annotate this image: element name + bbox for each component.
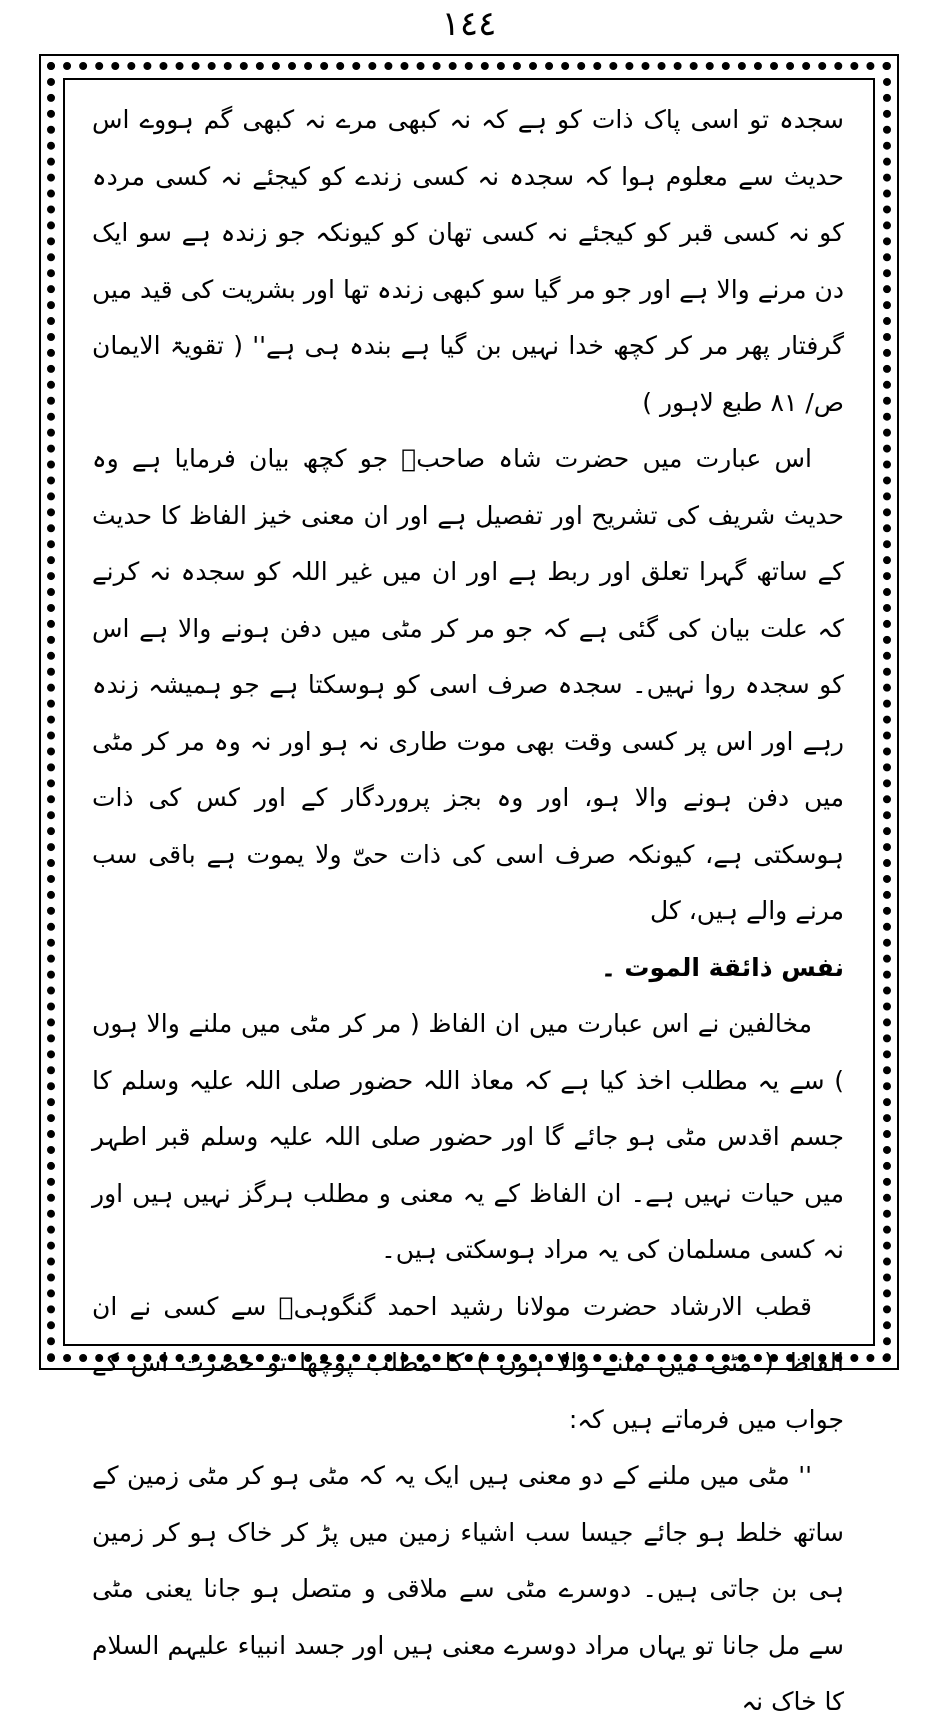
paragraph-2: اس عبارت میں حضرت شاہ صاحبؒ جو کچھ بیان فرمایا ہے وہ حدیث شریف کی تشریح اور تفصیل ہے اور ان معنی خیز الفاظ کا حدیث کے ساتھ گہرا تعلق اور ربط ہے اور ان میں غیر اللہ کو سجدہ نہ کرنے کہ علت بیان کی گئی ہے کہ جو مر کر مٹی میں دفن ہونے والا ہے اس کو سجدہ روا نہیں۔ سجدہ صرف اسی کو ہوسکتا ہے جو ہمیشہ زندہ رہے اور اس پر کسی وقت بھی موت طاری نہ ہو اور نہ وہ مر کر مٹی میں دفن ہونے والا ہو، اور وہ بجز پروردگار کے اور کس کی ذات ہوسکتی ہے، کیونکہ صرف اسی کی ذات حیّ ولا یموت ہے باقی سب مرنے والے ہیں، کل xyxy=(92,444,844,925)
paragraph-1: سجدہ تو اسی پاک ذات کو ہے کہ نہ کبھی مرے نہ کبھی گم ہووے اس حدیث سے معلوم ہوا کہ سجدہ نہ کسی زندے کو کیجئے نہ کسی مردہ کو نہ کسی قبر کو کیجئے نہ کسی تھان کو کیونکہ جو زندہ ہے سو ایک دن مرنے والا ہے اور جو مر گیا سو کبھی زندہ تھا اور بشریت کی قید میں گرفتار پھر مر کر کچھ خدا نہیں بن گیا ہے بندہ ہی ہے'' ( تقویۃ الایمان ص/ ۸۱ طبع لاہور ) xyxy=(92,105,844,417)
paragraph-4: مخالفین نے اس عبارت میں ان الفاظ ( مر کر مٹی میں ملنے والا ہوں ) سے یہ مطلب اخذ کیا ہے کہ معاذ اللہ حضور صلی اللہ علیہ وسلم کا جسم اقدس مٹی ہو جائے گا اور حضور صلی اللہ علیہ وسلم قبر اطہر میں حیات نہیں ہے۔ ان الفاظ کے یہ معنی و مطلب ہرگز نہیں ہیں اور نہ کسی مسلمان کی یہ مراد ہوسکتی ہیں۔ xyxy=(92,1009,844,1264)
paragraph-3-arabic-quote: نفس ذائقة الموت ۔ xyxy=(601,952,844,982)
page-number: ١٤٤ xyxy=(441,4,497,44)
paragraph-6: '' مٹی میں ملنے کے دو معنی ہیں ایک یہ کہ مٹی ہو کر مٹی زمین کے ساتھ خلط ہو جائے جیسا سب اشیاء زمین میں پڑ کر خاک ہو کر زمین ہی بن جاتی ہیں۔ دوسرے مٹی سے ملاقی و متصل ہو جانا یعنی مٹی سے مل جانا تو یہاں مراد دوسرے معنی ہیں اور جسد انبیاء علیہم السلام کا خاک نہ xyxy=(92,1461,844,1716)
paragraph-5: قطب الارشاد حضرت مولانا رشید احمد گنگوہیؒ سے کسی نے ان الفاظ ( مٹی میں ملنے والا ہوں ) کا مطلب پوچھا تو حضرت اس کے جواب میں فرماتے ہیں کہ: xyxy=(92,1291,844,1434)
page-body xyxy=(92,92,844,1716)
